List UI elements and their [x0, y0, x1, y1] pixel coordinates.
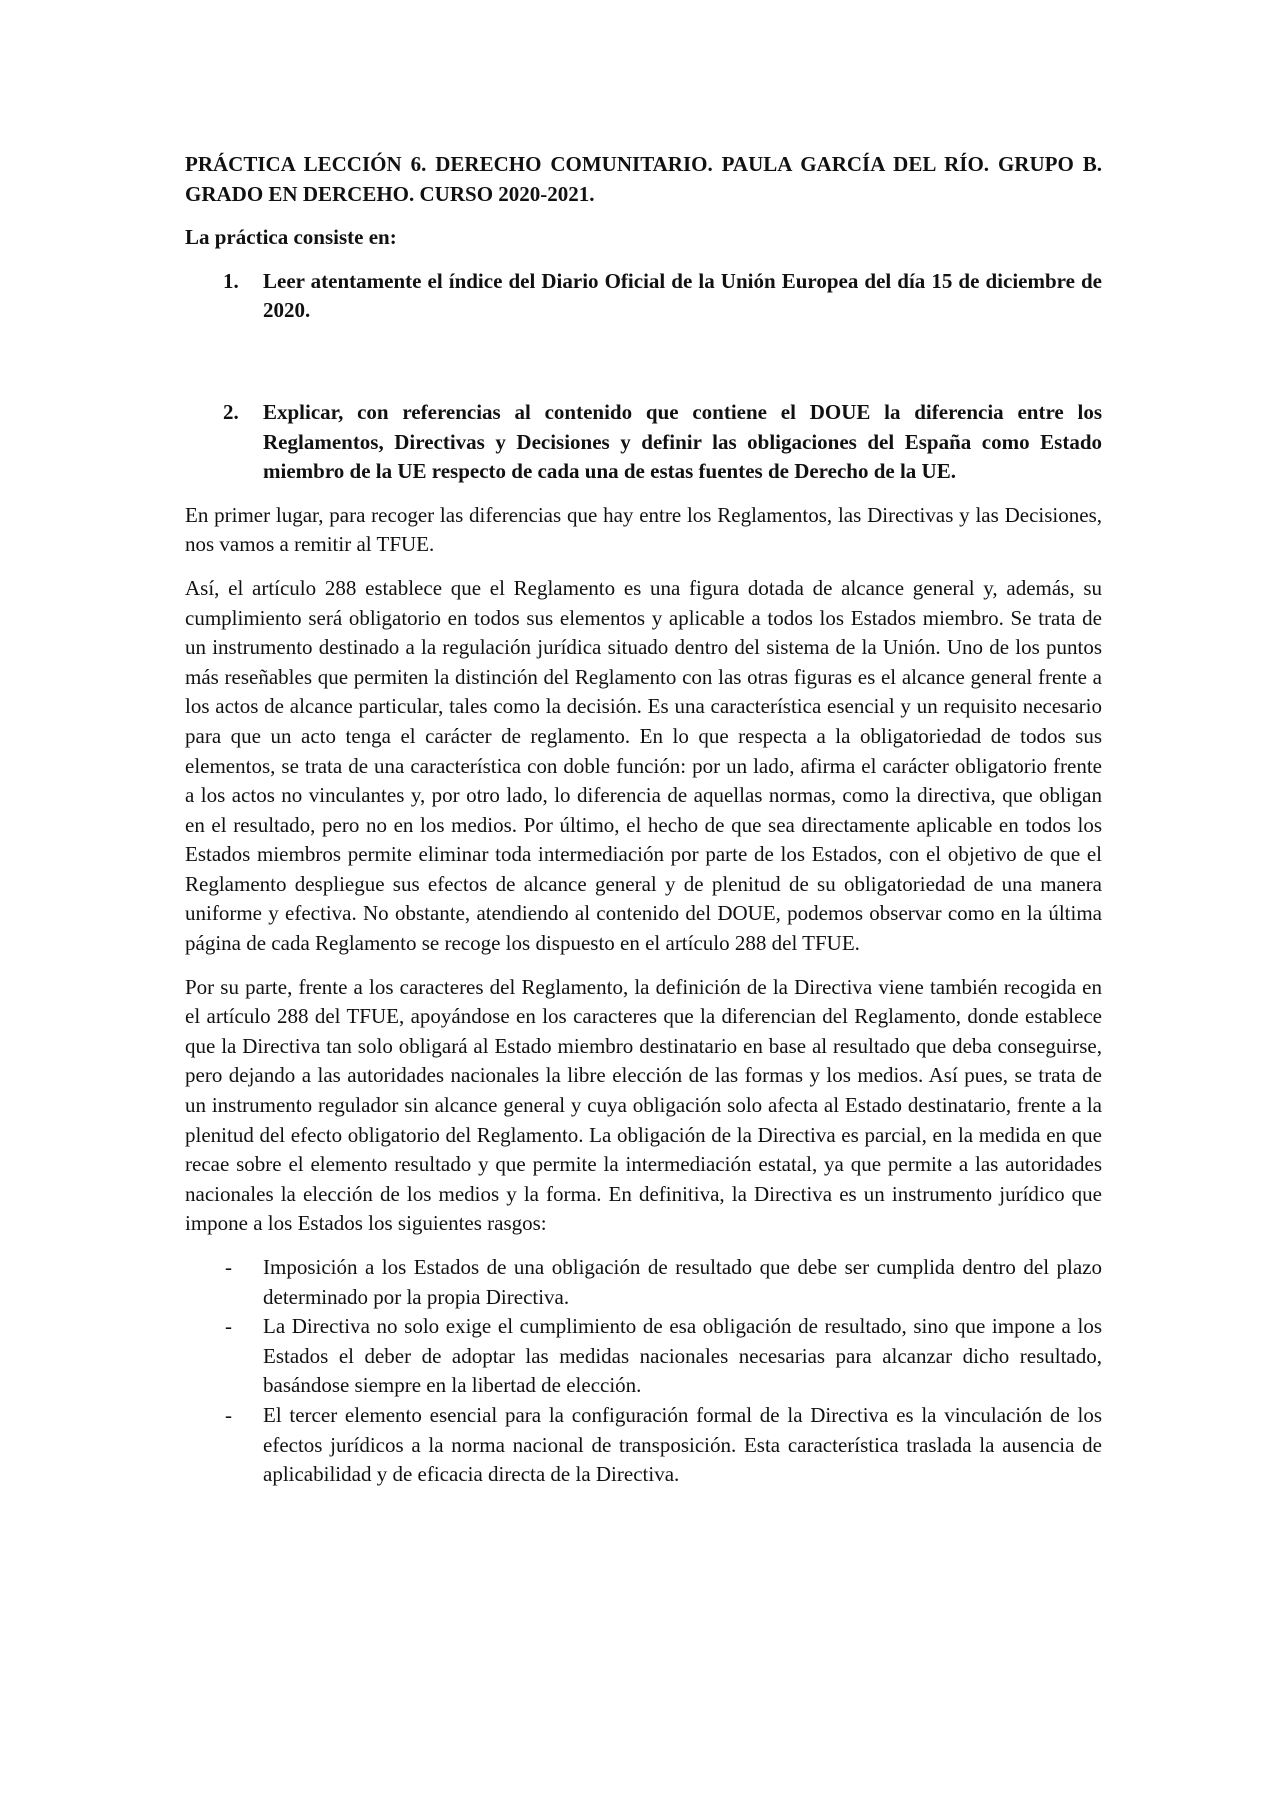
list-item-text: La Directiva no solo exige el cumplimiento de esa obligación de resultado, sino que impone a los Estados el deber de adoptar las medidas nacionales necesarias para alcanzar dicho resultado, basándose siempre en la libertad de elección.	[263, 1314, 1102, 1398]
list-item	[185, 1401, 1102, 1490]
task-item-1	[185, 267, 1102, 326]
paragraph-directiva: Por su parte, frente a los caracteres del Reglamento, la definición de la Directiva viene también recogida en el artículo 288 del TFUE, apoyándose en los caracteres que la diferencian del Reglamento, donde establece que la Directiva tan solo obligará al Estado miembro destinatario en base al resultado que deba conseguirse, pero dejando a las autoridades nacionales la libre elección de las formas y los medios. Así pues, se trata de un instrumento regulador sin alcance general y cuya obligación solo afecta al Estado destinatario, frente a la plenitud del efecto obligatorio del Reglamento. La obligación de la Directiva es parcial, en la medida en que recae sobre el elemento resultado y que permite la intermediación estatal, ya que permite a las autoridades nacionales la elección de los medios y la forma. En definitiva, la Directiva es un instrumento jurídico que impone a los Estados los siguientes rasgos:	[185, 974, 1102, 1236]
list-item	[185, 1253, 1102, 1312]
directiva-features-list	[185, 1253, 1102, 1490]
paragraph-reglamento: Así, el artículo 288 establece que el Reglamento es una figura dotada de alcance general y, además, su cumplimiento será obligatorio en todos sus elementos y aplicable a todos los Estados miembro. Se trata de un instrumento destinado a la regulación jurídica situado dentro del sistema de la Unión. Uno de los puntos más reseñables que permiten la distinción del Reglamento con las otras figuras es el alcance general frente a los actos de alcance particular, tales como la decisión. Es una característica esencial y un requisito necesario para que un acto tenga el carácter de reglamento. En lo que respecta a la obligatoriedad de todos sus elementos, se trata de una característica con doble función: por un lado, afirma el carácter obligatorio frente a los actos no vinculantes y, por otro lado, lo diferencia de aquellas normas, como la directiva, que obligan en el resultado, pero no en los medios. Por último, el hecho de que sea directamente aplicable en todos los Estados miembros permite eliminar toda intermediación por parte de los Estados, con el objetivo de que el Reglamento despliegue sus efectos de alcance general y de plenitud de su obligatoriedad de una manera uniforme y efectiva. No obstante, atendiendo al contenido del DOUE, podemos observar como en la última página de cada Reglamento se recoge los dispuesto en el artículo 288 del TFUE.	[185, 575, 1102, 956]
list-item-text: Imposición a los Estados de una obligación de resultado que debe ser cumplida dentro del plazo determinado por la propia Directiva.	[263, 1255, 1102, 1309]
task-text: Leer atentamente el índice del Diario Oficial de la Unión Europea del día 15 de diciembre de 2020.	[263, 268, 1102, 323]
task-text: Explicar, con referencias al contenido que contiene el DOUE la diferencia entre los Reglamentos, Directivas y Decisiones y definir las obligaciones del España como Estado miembro de la UE respecto de cada una de estas fuentes de Derecho de la UE.	[263, 399, 1102, 484]
paragraph-intro-tfue: En primer lugar, para recoger las diferencias que hay entre los Reglamentos, las Directivas y las Decisiones, nos vamos a remitir al TFUE.	[185, 502, 1102, 557]
document-page	[185, 150, 1102, 1490]
task-number: 2.	[223, 399, 239, 424]
task-item-2	[185, 398, 1102, 487]
intro-text: La práctica consiste en:	[185, 225, 397, 250]
list-item	[185, 1312, 1102, 1401]
bullet-dash: -	[225, 1255, 232, 1279]
list-item-text: El tercer elemento esencial para la configuración formal de la Directiva es la vinculación de los efectos jurídicos a la norma nacional de transposición. Esta característica traslada la ausencia de aplicabilidad y de eficacia directa de la Directiva.	[263, 1402, 1102, 1487]
bullet-dash: -	[225, 1402, 232, 1427]
task-number: 1.	[223, 268, 239, 293]
bullet-dash: -	[225, 1314, 232, 1339]
document-title: PRÁCTICA LECCIÓN 6. DERECHO COMUNITARIO. PAULA GARCÍA DEL RÍO. GRUPO B. GRADO EN DERCEHO. CURSO 2020-2021.	[185, 152, 1102, 206]
